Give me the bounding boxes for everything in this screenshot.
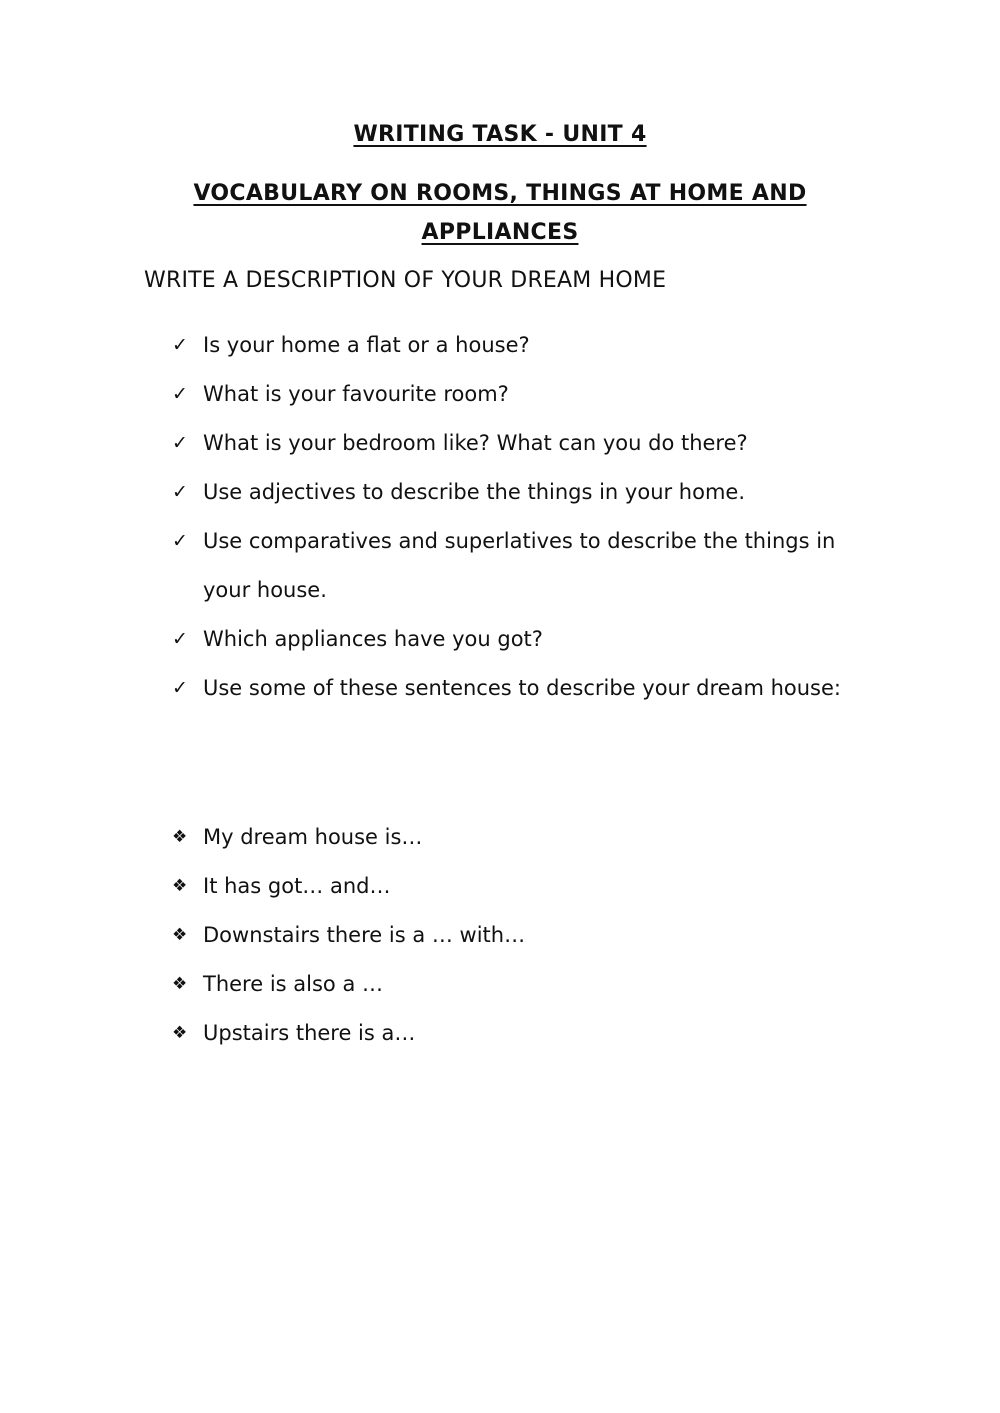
sentence-starter-text: Upstairs there is a… — [203, 1021, 416, 1045]
check-icon: ✓ — [172, 628, 188, 650]
question-text: What is your bedroom like? What can you do there? — [203, 431, 748, 455]
list-item — [172, 1009, 852, 1058]
list-item — [172, 370, 852, 419]
question-text: Use adjectives to describe the things in your home. — [203, 480, 746, 504]
check-icon: ✓ — [172, 432, 188, 454]
page-subtitle: VOCABULARY ON ROOMS, THINGS AT HOME AND APPLIANCES — [193, 181, 807, 245]
sentence-starter-text: There is also a … — [203, 972, 383, 996]
four-diamond-bullet-icon: ❖ — [172, 827, 188, 847]
question-text: Which appliances have you got? — [203, 627, 543, 651]
sentence-starter-text: Downstairs there is a … with… — [203, 923, 526, 947]
sentence-starter-text: It has got… and… — [203, 874, 391, 898]
list-item — [172, 960, 852, 1009]
four-diamond-bullet-icon: ❖ — [172, 876, 188, 896]
check-icon: ✓ — [172, 334, 188, 356]
task-instruction: WRITE A DESCRIPTION OF YOUR DREAM HOME — [144, 268, 667, 293]
four-diamond-bullet-icon: ❖ — [172, 1023, 188, 1043]
list-item — [172, 911, 852, 960]
check-icon: ✓ — [172, 530, 188, 552]
question-text: Use comparatives and superlatives to describe the things in your house. — [203, 529, 836, 602]
sentence-starter-list — [172, 813, 852, 1058]
check-icon: ✓ — [172, 383, 188, 405]
list-item — [172, 664, 852, 713]
list-item — [172, 468, 852, 517]
check-icon: ✓ — [172, 481, 188, 503]
check-icon: ✓ — [172, 677, 188, 699]
question-list — [172, 321, 852, 713]
question-text: Is your home a flat or a house? — [203, 333, 530, 357]
list-item — [172, 419, 852, 468]
page-title: WRITING TASK - UNIT 4 — [353, 122, 647, 147]
question-text: What is your favourite room? — [203, 382, 509, 406]
list-item — [172, 813, 852, 862]
four-diamond-bullet-icon: ❖ — [172, 925, 188, 945]
list-item — [172, 517, 852, 615]
list-item — [172, 862, 852, 911]
sentence-starter-text: My dream house is… — [203, 825, 423, 849]
list-item — [172, 615, 852, 664]
question-text: Use some of these sentences to describe your dream house: — [203, 676, 841, 700]
four-diamond-bullet-icon: ❖ — [172, 974, 188, 994]
list-item — [172, 321, 852, 370]
